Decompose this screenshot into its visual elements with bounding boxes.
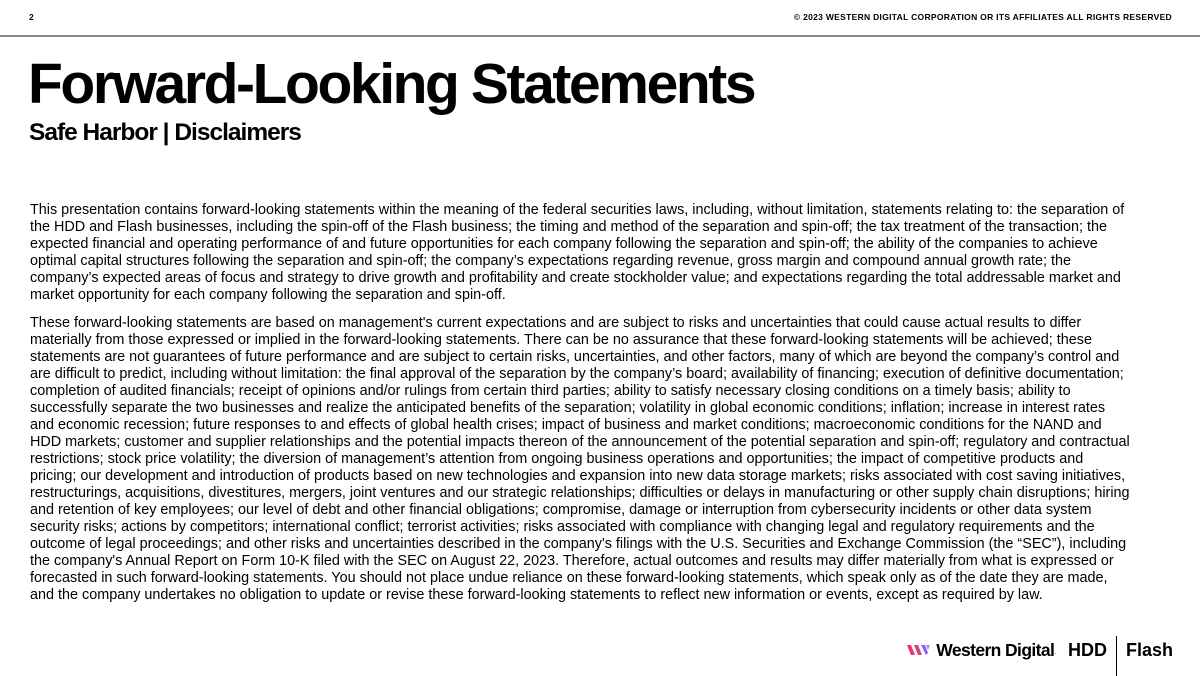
western-digital-mark-icon (907, 643, 931, 657)
hdd-label: HDD (1067, 640, 1107, 660)
text-line: outcome of legal proceedings; and other risks and uncertainties described in the company's filings with the U.S. Securities and Exchange Commission (the “SEC”), including (30, 536, 1127, 552)
page-subtitle: Safe Harbor | Disclaimers (29, 119, 301, 146)
logo-divider (1116, 636, 1117, 676)
text-line: restrictions; stock price volatility; the diversion of management’s attention from ongoing business operations and opportunities; the impact of competitive products and (30, 451, 1084, 467)
text-line: market opportunity for each company following the separation and spin-off. (30, 287, 506, 303)
flash-label: Flash (1125, 640, 1173, 660)
paragraph (30, 202, 1180, 304)
text-line: and the company undertakes no obligation to update or revise these forward-looking statements to reflect new information or events, except as required by law. (30, 587, 1043, 603)
text-line: the company's Annual Report on Form 10-K filed with the SEC on August 22, 2023. Therefore, actual outcomes and results may differ materially from what is expressed or (30, 553, 1114, 569)
text-line: and retention of key employees; our level of debt and other financial obligations; compromise, damage or interruption from cybersecurity incidents or other data system (30, 502, 1092, 518)
text-line: optimal capital structures following the separation and spin-off; the company’s expectations regarding revenue, gross margin and compound annual growth rate; the (30, 253, 1072, 269)
text-line: successfully separate the two businesses and realize the anticipated benefits of the separation; volatility in global economic conditions; inflation; increase in interest rates (30, 400, 1106, 416)
text-line: company’s expected areas of focus and strategy to drive growth and profitability and create stockholder value; and expectations regarding the total addressable market and (30, 270, 1121, 286)
western-digital-logo (907, 636, 1173, 676)
paragraph (30, 315, 1180, 604)
text-line: restructurings, acquisitions, divestitures, mergers, joint ventures and our strategic relationships; difficulties or delays in manufacturing or other supply chain disruptions; hiring (30, 485, 1130, 501)
text-line: HDD markets; customer and supplier relationships and the potential impacts thereon of the announcement of the potential separation and spin-off; regulatory and contractual (30, 434, 1130, 450)
brand-name: Western Digital (936, 639, 1055, 660)
text-line: This presentation contains forward-looking statements within the meaning of the federal securities laws, including, without limitation, statements relating to: the separation of (30, 202, 1125, 218)
text-line: are difficult to predict, including without limitation: the final approval of the separation by the company’s board; availability of financing; execution of definitive documentation; (30, 366, 1124, 382)
copyright-notice: © 2023 WESTERN DIGITAL CORPORATION OR ITS AFFILIATES ALL RIGHTS RESERVED (793, 12, 1172, 22)
text-line: statements are not guarantees of future performance and are subject to certain risks, uncertainties, and other factors, many of which are beyond the company’s control and (30, 349, 1120, 365)
page-title: Forward-Looking Statements (28, 52, 755, 116)
brand-dot: . (1054, 650, 1056, 656)
text-line: forecasted in such forward-looking statements. You should not place undue reliance on these forward-looking statements, which speak only as of the date they are made, (30, 570, 1108, 586)
text-line: materially from those expressed or implied in the forward-looking statements. There can be no assurance that these forward-looking statements will be achieved; these (30, 332, 1092, 348)
disclaimer-body (30, 202, 1180, 615)
text-line: completion of audited financials; receipt of opinions and/or rulings from certain third parties; ability to satisfy necessary closing conditions on a timely basis; ability to (30, 383, 1071, 399)
header-divider (0, 35, 1200, 37)
text-line: pricing; our development and introduction of products based on new technologies and expansion into new data storage markets; risks associated with cost saving initiatives, (30, 468, 1126, 484)
text-line: and economic recession; future responses to and effects of global health crises; impact of business and market conditions; macroeconomic conditions for the NAND and (30, 417, 1102, 433)
text-line: expected financial and operating performance of and future opportunities for each company following the separation and spin-off; the ability of the companies to achieve (30, 236, 1098, 252)
text-line: the HDD and Flash businesses, including the spin-off of the Flash business; the timing and method of the separation and spin-off; the tax treatment of the transaction; the (30, 219, 1107, 235)
text-line: security risks; actions by competitors; international conflict; terrorist activities; risks associated with compliance with changing legal and regulatory requirements and the (30, 519, 1095, 535)
page-number: 2 (29, 12, 35, 22)
text-line: These forward-looking statements are based on management's current expectations and are subject to risks and uncertainties that could cause actual results to differ (30, 315, 1082, 331)
